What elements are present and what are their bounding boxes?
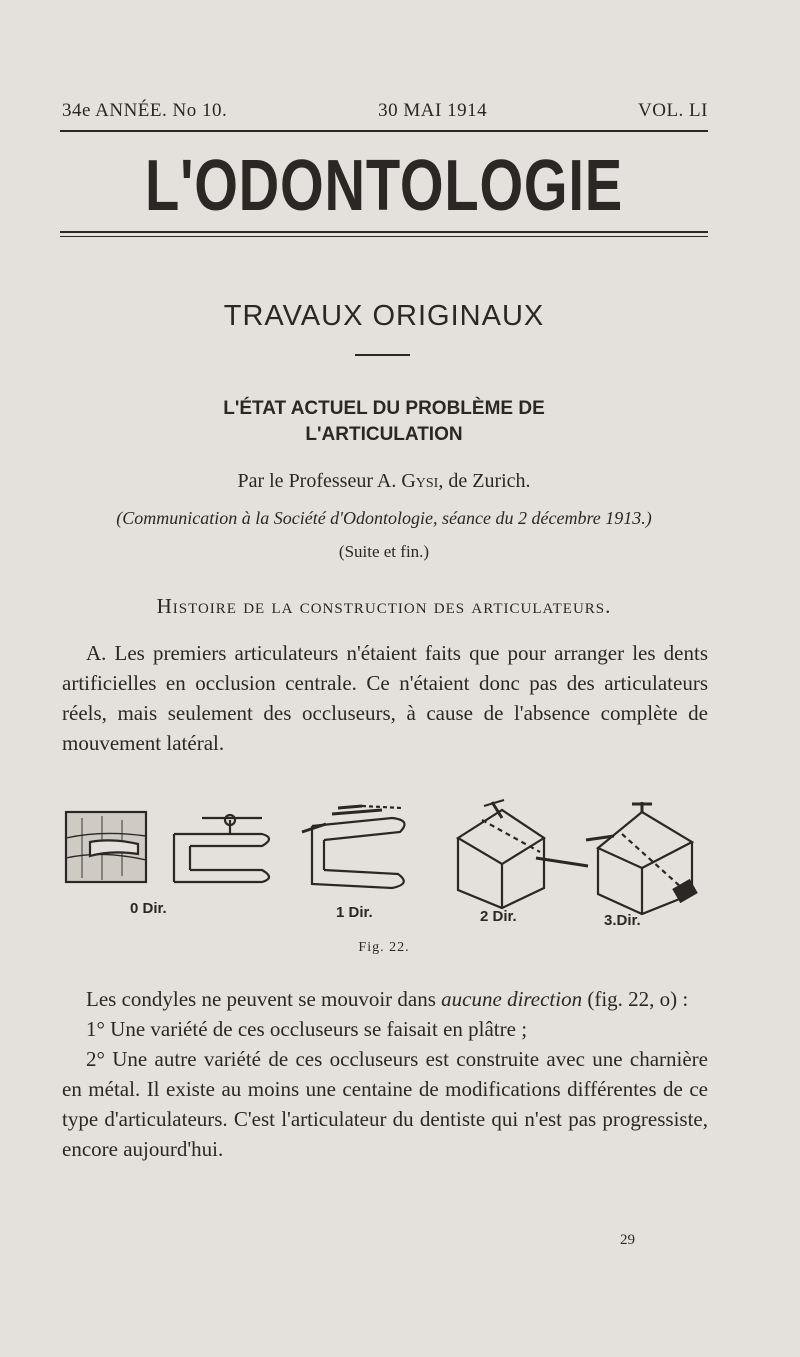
title-rule-top (60, 231, 708, 233)
item-1: 1° Une variété de ces occluseurs se faisait en plâtre ; (86, 1017, 528, 1041)
hinge-occluder-drawing (174, 815, 269, 882)
figure-label-0-dir: 0 Dir. (130, 900, 167, 917)
section-title: TRAVAUX ORIGINAUX (223, 300, 545, 332)
figure-caption: Fig. 22. (358, 940, 410, 955)
condyles-emphasis: aucune direction (441, 987, 583, 1011)
communication-note: (Communication à la Société d'Odontologie, séance du 2 décembre 1913.) (116, 508, 652, 528)
article-title (60, 396, 708, 448)
two-direction-articulator-drawing (458, 800, 588, 908)
figure-label-2-dir: 2 Dir. (480, 908, 517, 925)
issue-date: 30 MAI 1914 (378, 100, 488, 121)
title-rule-bottom (60, 236, 708, 237)
article-title-line2: L'ARTICULATION (305, 424, 463, 445)
figure-label-3-dir: 3.Dir. (604, 912, 641, 929)
author-name: Gysi (401, 470, 439, 492)
condyles-end: (fig. 22, o) : (582, 987, 689, 1011)
suite-note: (Suite et fin.) (338, 542, 430, 561)
journal-title: L'ODONTOLOGIE (145, 146, 623, 226)
paragraph-condyles (62, 984, 708, 1164)
one-direction-articulator-drawing (302, 806, 405, 888)
article-title-line1: L'ÉTAT ACTUEL DU PROBLÈME DE (223, 398, 545, 419)
author-prefix: Par le Professeur A. (237, 470, 402, 492)
item-2: 2° Une autre variété de ces occluseurs est construite avec une charnière en métal. Il existe au moins une centaine de modifications différentes de ce type d'articulateurs. C'est l'articulateur du dentiste qui n'est pas progressiste, encore aujourd'hui. (62, 1047, 708, 1161)
plaster-occluder-drawing (66, 812, 146, 882)
running-header (62, 100, 708, 122)
condyles-text (62, 984, 708, 1014)
condyles-start: Les condyles ne peuvent se mouvoir dans (86, 987, 442, 1011)
author-line (60, 470, 708, 493)
page-number: 29 (620, 1232, 635, 1248)
year-issue: 34e ANNÉE. No 10. (62, 100, 228, 121)
history-heading: Histoire de la construction des articulateurs. (156, 594, 612, 618)
three-direction-articulator-drawing (586, 802, 696, 914)
paragraph-a-text: A. Les premiers articulateurs n'étaient faits que pour arranger les dents artificielles en occlusion centrale. Ce n'étaient donc pas des articulateurs réels, mais seulement des occluseurs, à cause de l'absence complète de mouvement latéral. (62, 641, 708, 755)
volume: VOL. LI (638, 100, 708, 121)
figure-label-1-dir: 1 Dir. (336, 904, 373, 921)
paragraph-a (62, 638, 708, 758)
header-rule (60, 130, 708, 132)
author-suffix: , de Zurich. (438, 470, 531, 492)
section-divider (355, 354, 410, 356)
